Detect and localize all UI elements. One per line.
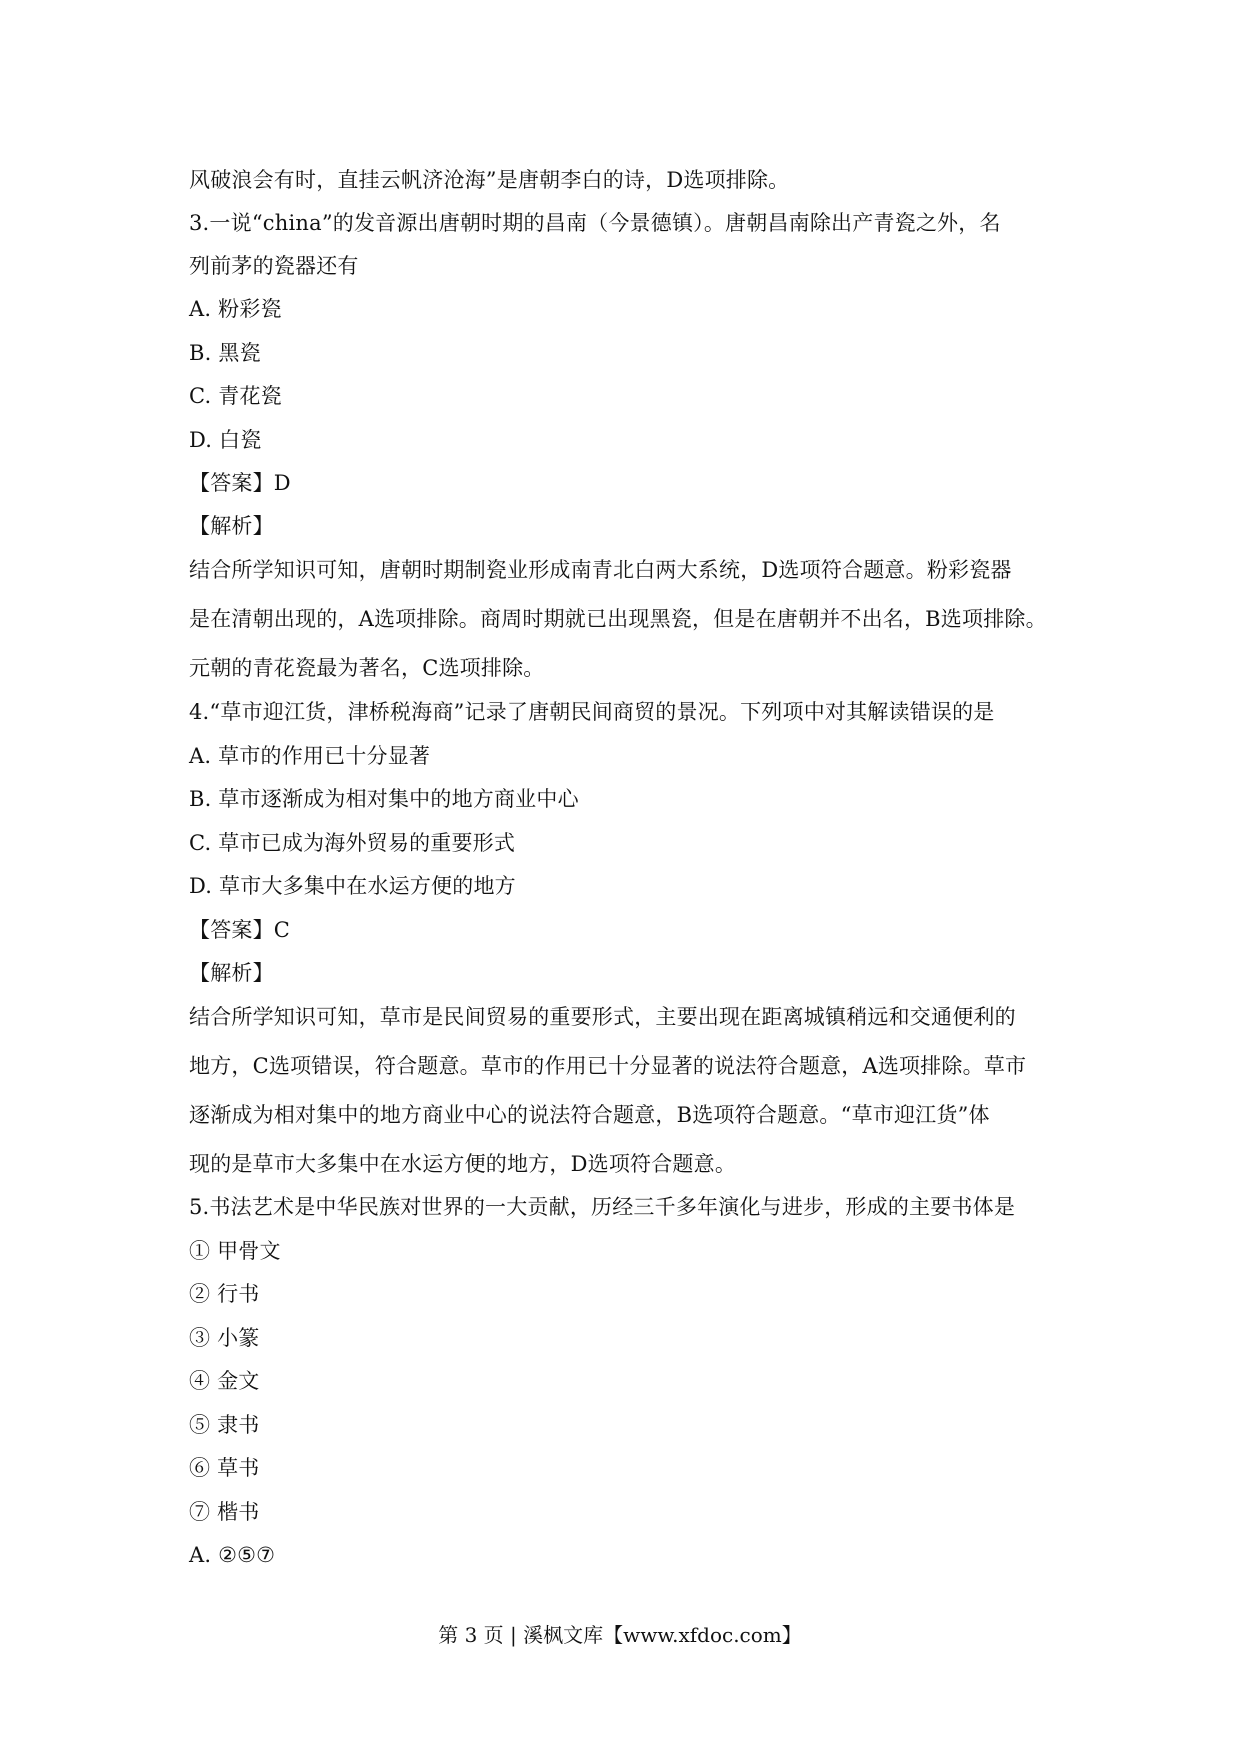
question-5-option-a: A. ②⑤⑦ xyxy=(189,1543,276,1567)
question-5-item-7: ⑦ 楷书 xyxy=(189,1500,260,1524)
question-5-item-2: ② 行书 xyxy=(189,1282,260,1306)
question-5-item-6: ⑥ 草书 xyxy=(189,1456,260,1480)
question-3-analysis-line: 结合所学知识可知，唐朝时期制瓷业形成南青北白两大系统，D选项符合题意。粉彩瓷器 xyxy=(189,558,1012,582)
question-4-option-d: D. 草市大多集中在水运方便的地方 xyxy=(189,874,516,898)
question-4-analysis-line: 现的是草市大多集中在水运方便的地方，D选项符合题意。 xyxy=(189,1152,737,1176)
question-4-analysis-line: 逐渐成为相对集中的地方商业中心的说法符合题意，B选项符合题意。“草市迎江货”体 xyxy=(189,1103,990,1127)
question-3-option-a: A. 粉彩瓷 xyxy=(189,297,282,321)
question-3-stem: 3.一说“china”的发音源出唐朝时期的昌南（今景德镇）。唐朝昌南除出产青瓷之外，名 xyxy=(189,211,1001,235)
question-3-option-b: B. 黑瓷 xyxy=(189,341,261,365)
question-5-stem: 5.书法艺术是中华民族对世界的一大贡献，历经三千多年演化与进步，形成的主要书体是 xyxy=(189,1195,1016,1219)
question-5-item-1: ① 甲骨文 xyxy=(189,1239,281,1263)
question-4-analysis-line: 结合所学知识可知，草市是民间贸易的重要形式，主要出现在距离城镇稍远和交通便利的 xyxy=(189,1005,1016,1029)
question-4-stem: 4.“草市迎江货，津桥税海商”记录了唐朝民间商贸的景况。下列项中对其解读错误的是 xyxy=(189,700,995,724)
question-3-option-d: D. 白瓷 xyxy=(189,428,262,452)
question-5-item-3: ③ 小篆 xyxy=(189,1326,260,1350)
question-3-analysis-line: 是在清朝出现的，A选项排除。商周时期就已出现黑瓷，但是在唐朝并不出名，B选项排除。 xyxy=(189,607,1047,631)
question-4-analysis-heading: 【解析】 xyxy=(189,961,274,985)
question-3-option-c: C. 青花瓷 xyxy=(189,384,282,408)
question-3-analysis-line: 元朝的青花瓷最为著名，C选项排除。 xyxy=(189,656,545,680)
question-4-option-c: C. 草市已成为海外贸易的重要形式 xyxy=(189,831,516,855)
question-3-stem-continued: 列前茅的瓷器还有 xyxy=(189,254,359,278)
question-4-analysis-line: 地方，C选项错误，符合题意。草市的作用已十分显著的说法符合题意，A选项排除。草市 xyxy=(189,1054,1027,1078)
question-4-option-a: A. 草市的作用已十分显著 xyxy=(189,744,431,768)
page-footer: 第 3 页 | 溪枫文库【www.xfdoc.com】 xyxy=(438,1623,802,1647)
question-5-item-4: ④ 金文 xyxy=(189,1369,260,1393)
question-4-option-b: B. 草市逐渐成为相对集中的地方商业中心 xyxy=(189,787,579,811)
question-3-analysis-heading: 【解析】 xyxy=(189,514,274,538)
question-4-answer: 【答案】C xyxy=(189,918,291,942)
question-3-answer: 【答案】D xyxy=(189,471,291,495)
paragraph-line: 风破浪会有时，直挂云帆济沧海”是唐朝李白的诗，D选项排除。 xyxy=(189,168,790,192)
question-5-item-5: ⑤ 隶书 xyxy=(189,1413,260,1437)
